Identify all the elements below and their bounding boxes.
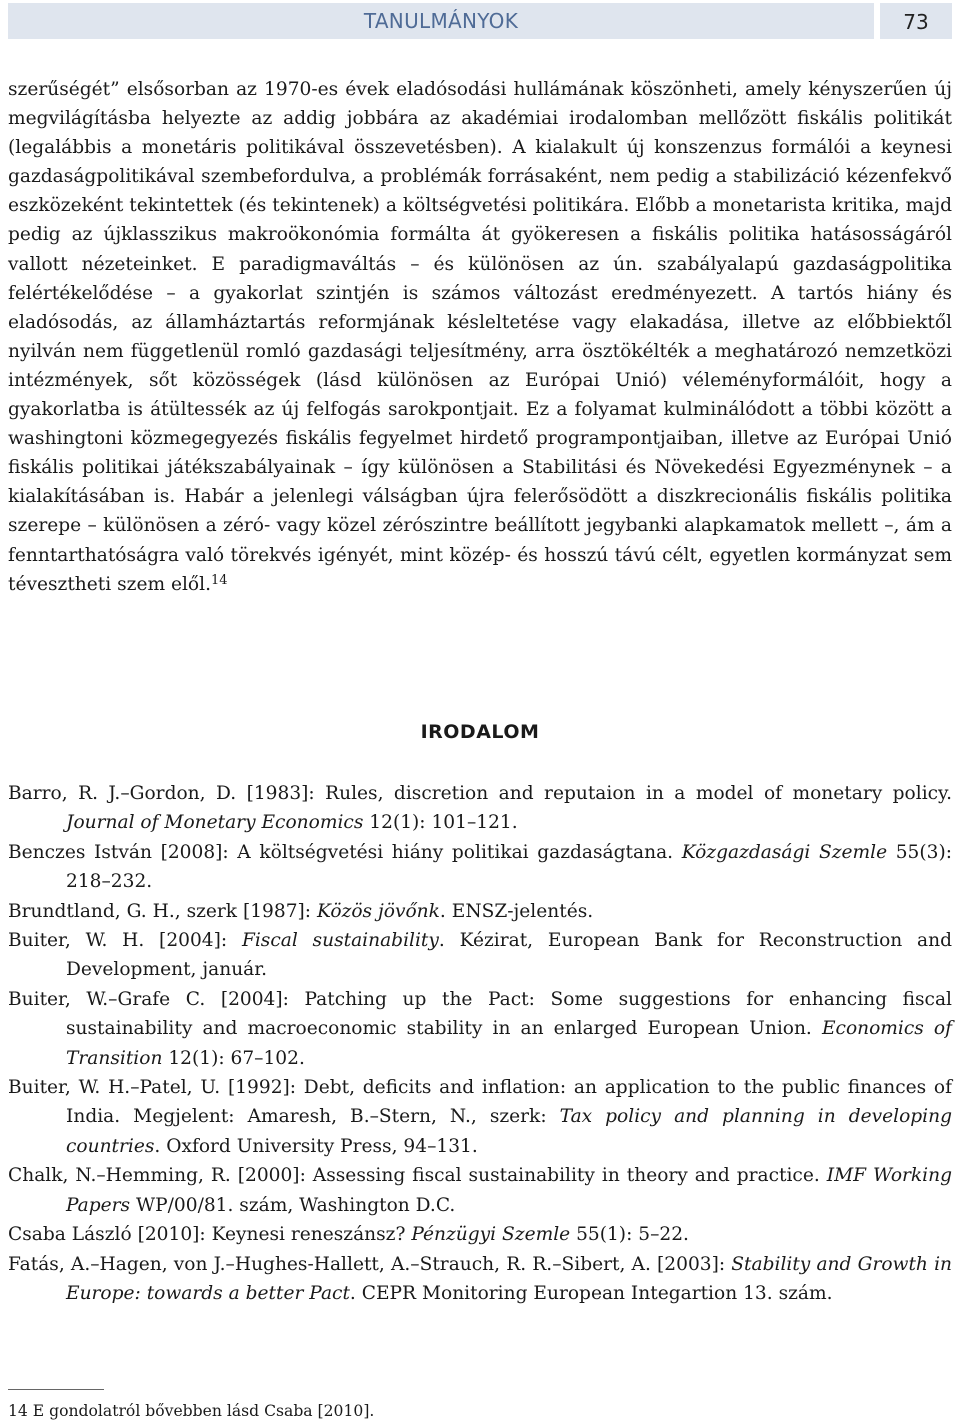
- reference-item: [8, 985, 952, 1073]
- reference-details: WP/00/81. szám, Washington D.C.: [130, 1194, 456, 1216]
- reference-title: Közös jövőnk: [316, 900, 440, 922]
- reference-title: Közgazdasági Szemle: [681, 841, 888, 863]
- reference-item: [8, 897, 952, 926]
- reference-item: [8, 779, 952, 838]
- reference-details: . Oxford University Press, 94–131.: [154, 1135, 478, 1157]
- running-header: [8, 3, 952, 39]
- reference-title: Journal of Monetary Economics: [66, 812, 364, 834]
- reference-text: Chalk, N.–Hemming, R. [2000]: Assessing fiscal sustainability in theory and practice.: [8, 1165, 827, 1187]
- reference-details: . Kézirat, European Bank for Reconstruction and Development, január.: [66, 930, 952, 981]
- reference-title: Stability and Growth in Europe: towards a better Pact: [66, 1253, 952, 1304]
- reference-list: [8, 779, 952, 1308]
- reference-title: Tax policy and planning in developing countries: [66, 1106, 952, 1157]
- reference-text: Buiter, W. H. [2004]:: [8, 930, 242, 952]
- reference-item: [8, 1220, 952, 1249]
- reference-text: Benczes István [2008]: A költségvetési hiány politikai gazdaságtana.: [8, 841, 682, 863]
- reference-details: . ENSZ-jelentés.: [439, 900, 594, 922]
- references-heading: IRODALOM: [420, 721, 540, 743]
- reference-text: Csaba László [2010]: Keynesi reneszánsz?: [8, 1224, 412, 1246]
- reference-details: . CEPR Monitoring European Integartion 13. szám.: [349, 1282, 833, 1304]
- reference-details: 12(1): 101–121.: [363, 812, 518, 834]
- reference-details: 12(1): 67–102.: [162, 1047, 305, 1069]
- reference-item: [8, 1161, 952, 1220]
- reference-text: Buiter, W. H.–Patel, U. [1992]: Debt, deficits and inflation: an application to the public finances of India. Megjelent: Amaresh, B.–Stern, N., szerk:: [8, 1077, 952, 1128]
- reference-item: [8, 1073, 952, 1161]
- reference-item: [8, 926, 952, 985]
- reference-title: IMF Working Papers: [66, 1165, 952, 1216]
- paragraph-text: szerűségét” elsősorban az 1970-es évek eladósodási hullámának köszönheti, amely kényszerűen új megvilágításba helyezte az addig jobbára az akadémiai irodalomban mellőzött fiskális politikát (legalábbis a monetáris politikával összevetésben). A kialakult új konszenzus formálói a keynesi gazdaságpolitikával szembefordulva, a problémák forrásaként, nem pedig a stabilizáció kézenfekvő eszközeként tekintettek (és tekintenek) a költségvetési politikára. Előbb a monetarista kritika, majd pedig az újklasszikus makroökonómia formálta át gyökeresen a fiskális politika hatásosságáról vallott nézeteinket. E paradigmaváltás – és különösen az ún. szabályalapú gazdaságpolitika felértékelődése – a gyakorlat szintjén is számos változást eredményezett. A tartós hiány és eladósodás, az államháztartás reformjának késleltetése vagy elakadása, illetve az előbbiektől nyilván nem függetlenül romló gazdasági teljesítmény, arra ösztökélték a meghatározó nemzetközi intézmények, sőt közösségek (lásd különösen az Európai Unió) véleményformálóit, hogy a gyakorlatba is átültessék az új felfogás sarokpontjait. Ez a folyamat kulminálódott a többi között a washingtoni közmegegyezés fiskális fegyelmet hirdető programpontjaiban, illetve az Európai Unió fiskális politikai játékszabályainak – így különösen a Stabilitási és Növekedési Egyezménynek – a kialakításában is. Habár a jelenlegi válságban újra felerősödött a diszkrecionális fiskális politika szerepe – különösen a zéró- vagy közel zérószintre beállított jegybanki alapkamatok mellett –, ám a fenntarthatóságra való törekvés igényét, mint közép- és hosszú távú célt, egyetlen kormányzat sem tévesztheti szem elől.: [8, 79, 952, 595]
- reference-title: Pénzügyi Szemle: [411, 1224, 571, 1246]
- body-text: [8, 75, 952, 599]
- reference-details: 55(3): 218–232.: [66, 841, 952, 893]
- reference-text: Brundtland, G. H., szerk [1987]:: [8, 900, 317, 922]
- footnote-marker: 14: [211, 572, 228, 588]
- section-title: TANULMÁNYOK: [363, 9, 519, 33]
- footnote: 14 E gondolatról bővebben lásd Csaba [2010].: [8, 1402, 375, 1420]
- reference-item: [8, 838, 952, 897]
- reference-details: 55(1): 5–22.: [570, 1224, 689, 1246]
- footnote-divider: [8, 1389, 104, 1390]
- reference-text: Barro, R. J.–Gordon, D. [1983]: Rules, discretion and reputaion in a model of monetary policy.: [8, 783, 952, 804]
- reference-text: Fatás, A.–Hagen, von J.–Hughes-Hallett, A.–Strauch, R. R.–Sibert, A. [2003]:: [8, 1253, 732, 1275]
- reference-text: Buiter, W.–Grafe C. [2004]: Patching up the Pact: Some suggestions for enhancing fiscal sustainability and macroeconomic stability in an enlarged European Union.: [8, 988, 952, 1040]
- reference-item: [8, 1250, 952, 1309]
- reference-title: Economics of Transition: [66, 1018, 953, 1069]
- reference-title: Fiscal sustainability: [241, 930, 439, 952]
- page-number: 73: [880, 3, 952, 39]
- body-paragraph: [8, 75, 952, 599]
